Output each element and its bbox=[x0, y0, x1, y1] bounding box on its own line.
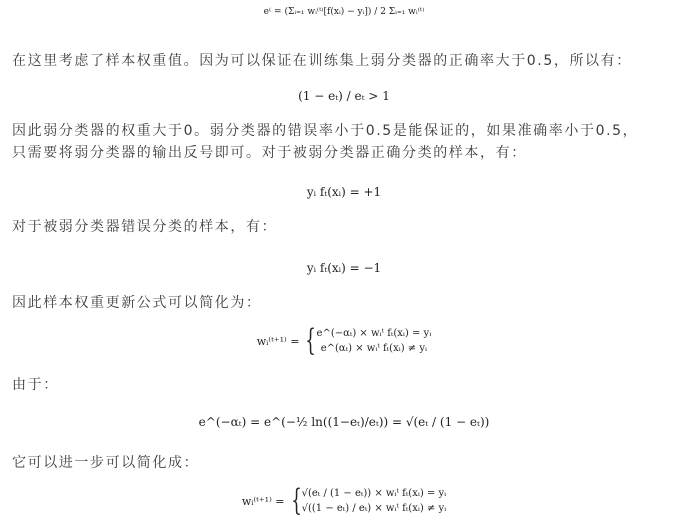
case-correct: e^(−αₜ) × wᵢᵗ fₜ(xᵢ) = yᵢ bbox=[316, 328, 432, 339]
formula-odds-ratio: (1 − eₜ) / eₜ > 1 bbox=[298, 88, 390, 103]
paragraph-weight-positive-line2: 只需要将弱分类器的输出反号即可。对于被弱分类器正确分类的样本，有： bbox=[12, 145, 527, 161]
paragraph-because: 由于： bbox=[12, 377, 59, 393]
left-brace: { bbox=[305, 323, 317, 358]
formula-alpha-exp: e^(−αₜ) = e^(−½ ln((1−eₜ)/eₜ)) = √(eₜ / (1 − eₜ)) bbox=[198, 414, 490, 429]
paragraph-weight-positive-line1: 因此弱分类器的权重大于0。弱分类器的错误率小于0.5是能保证的，如果准确率小于0.5， bbox=[12, 123, 639, 139]
formula-cases bbox=[317, 326, 432, 356]
paragraph-sample-weight: 在这里考虑了样本权重值。因为可以保证在训练集上弱分类器的正确率大于0.5，所以有： bbox=[12, 53, 632, 69]
formula-error-rate: e⁽ = (Σᵢ₌₁ wᵢ⁽ᵗ⁾[f(xᵢ) − yᵢ]) / 2 Σᵢ₌₁ wᵢ⁽ᵗ⁾ bbox=[263, 6, 425, 17]
formula-cases bbox=[302, 486, 447, 516]
case-correct: √(eₜ / (1 − eₜ)) × wᵢᵗ fₜ(xᵢ) = yᵢ bbox=[301, 488, 447, 499]
left-brace: { bbox=[290, 483, 302, 518]
formula-weight-update: wᵢ⁽ᵗ⁺¹⁾ = {e^(−αₜ) × wᵢᵗ fₜ(xᵢ) = yᵢ e^(αₜ) × wᵢᵗ fₜ(xᵢ) ≠ yᵢ bbox=[256, 323, 432, 358]
formula-correct-classification: yᵢ fₜ(xᵢ) = +1 bbox=[306, 184, 382, 199]
formula-wrong-classification: yᵢ fₜ(xᵢ) = −1 bbox=[306, 260, 382, 275]
case-wrong: e^(αₜ) × wᵢᵗ fₜ(xᵢ) ≠ yᵢ bbox=[320, 343, 428, 354]
paragraph-misclassified: 对于被弱分类器错误分类的样本，有： bbox=[12, 219, 278, 235]
paragraph-further-simplify: 它可以进一步可以简化成： bbox=[12, 455, 200, 471]
case-wrong: √((1 − eₜ) / eₜ) × wᵢᵗ fₜ(xᵢ) ≠ yᵢ bbox=[301, 503, 447, 514]
paragraph-update-simplified: 因此样本权重更新公式可以简化为： bbox=[12, 295, 262, 311]
formula-final-update: wᵢ⁽ᵗ⁺¹⁾ = {√(eₜ / (1 − eₜ)) × wᵢᵗ fₜ(xᵢ) = yᵢ √((1 − eₜ) / eₜ) × wᵢᵗ fₜ(xᵢ) ≠ yᵢ bbox=[241, 483, 447, 518]
